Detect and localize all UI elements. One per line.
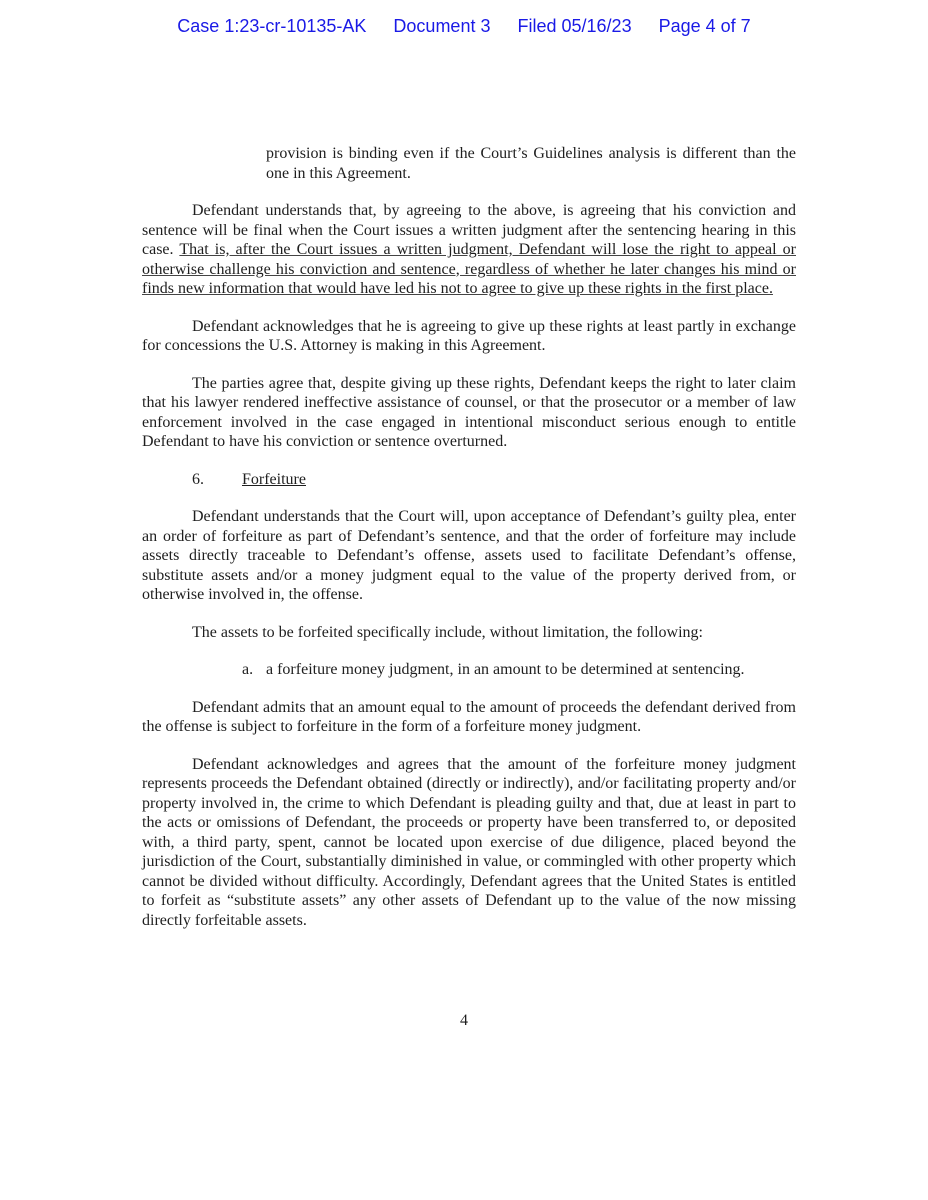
case-header	[0, 16, 928, 37]
list-marker: a.	[242, 661, 254, 678]
appeal-waiver-underlined-text: That is, after the Court issues a written judgment, Defendant will lose the right to appeal or otherwise challenge his conviction and sentence, regardless of whether he later changes his mind or finds new information that would have led his not to agree to give up these rights in the first place.	[142, 241, 796, 297]
appeal-waiver-text: Defendant understands that, by agreeing to the above, is agreeing that his conviction and sentence will be final when the Court issues a written judgment after the sentencing hearing in this case.	[142, 202, 796, 258]
section-title: Forfeiture	[242, 470, 306, 488]
page-indicator: Page 4 of 7	[658, 16, 751, 36]
list-item-text: a forfeiture money judgment, in an amount to be determined at sentencing.	[266, 661, 745, 678]
page-number: 4	[460, 1012, 468, 1029]
document-body	[142, 144, 796, 948]
section-number: 6.	[192, 470, 204, 488]
section-heading-forfeiture	[192, 470, 796, 490]
paragraph-assets-intro: The assets to be forfeited specifically include, without limitation, the following:	[192, 623, 703, 641]
continued-paragraph: provision is binding even if the Court’s Guidelines analysis is different than the one in this Agreement.	[266, 145, 796, 182]
paragraph-substitute-assets: Defendant acknowledges and agrees that the amount of the forfeiture money judgment represents proceeds the Defendant obtained (directly or indirectly), and/or facilitating property and/or property involved in, the crime to which Defendant is pleading guilty and that, due at least in part to the acts or omissions of Defendant, the proceeds or property have been transferred to, or deposited with, a third party, spent, cannot be located upon exercise of due diligence, placed beyond the jurisdiction of the Court, substantially diminished in value, or commingled with other property which cannot be divided without difficulty. Accordingly, Defendant agrees that the United States is entitled to forfeit as “substitute assets” any other assets of Defendant up to the value of the now missing directly forfeitable assets.	[142, 755, 796, 929]
paragraph-admission: Defendant admits that an amount equal to the amount of proceeds the defendant derived from the offense is subject to forfeiture in the form of a forfeiture money judgment.	[142, 698, 796, 735]
paragraph-concessions: Defendant acknowledges that he is agreeing to give up these rights at least partly in exchange for concessions the U.S. Attorney is making in this Agreement.	[142, 317, 796, 354]
list-item	[242, 660, 796, 680]
document-number: Document 3	[393, 16, 491, 36]
paragraph-forfeiture-order: Defendant understands that the Court will, upon acceptance of Defendant’s guilty plea, enter an order of forfeiture as part of Defendant’s sentence, and that the order of forfeiture may include assets directly traceable to Defendant’s offense, assets used to facilitate Defendant’s offense, substitute assets and/or a money judgment equal to the value of the property derived from, or otherwise involved in, the offense.	[142, 508, 796, 603]
paragraph-appeal-waiver	[142, 201, 796, 299]
case-number: Case 1:23-cr-10135-AK	[177, 16, 367, 36]
filed-date: Filed 05/16/23	[517, 16, 632, 36]
paragraph-retained-rights: The parties agree that, despite giving up these rights, Defendant keeps the right to later claim that his lawyer rendered ineffective assistance of counsel, or that the prosecutor or a member of law enforcement involved in the case engaged in intentional misconduct serious enough to entitle Defendant to have his conviction or sentence overturned.	[142, 374, 796, 450]
